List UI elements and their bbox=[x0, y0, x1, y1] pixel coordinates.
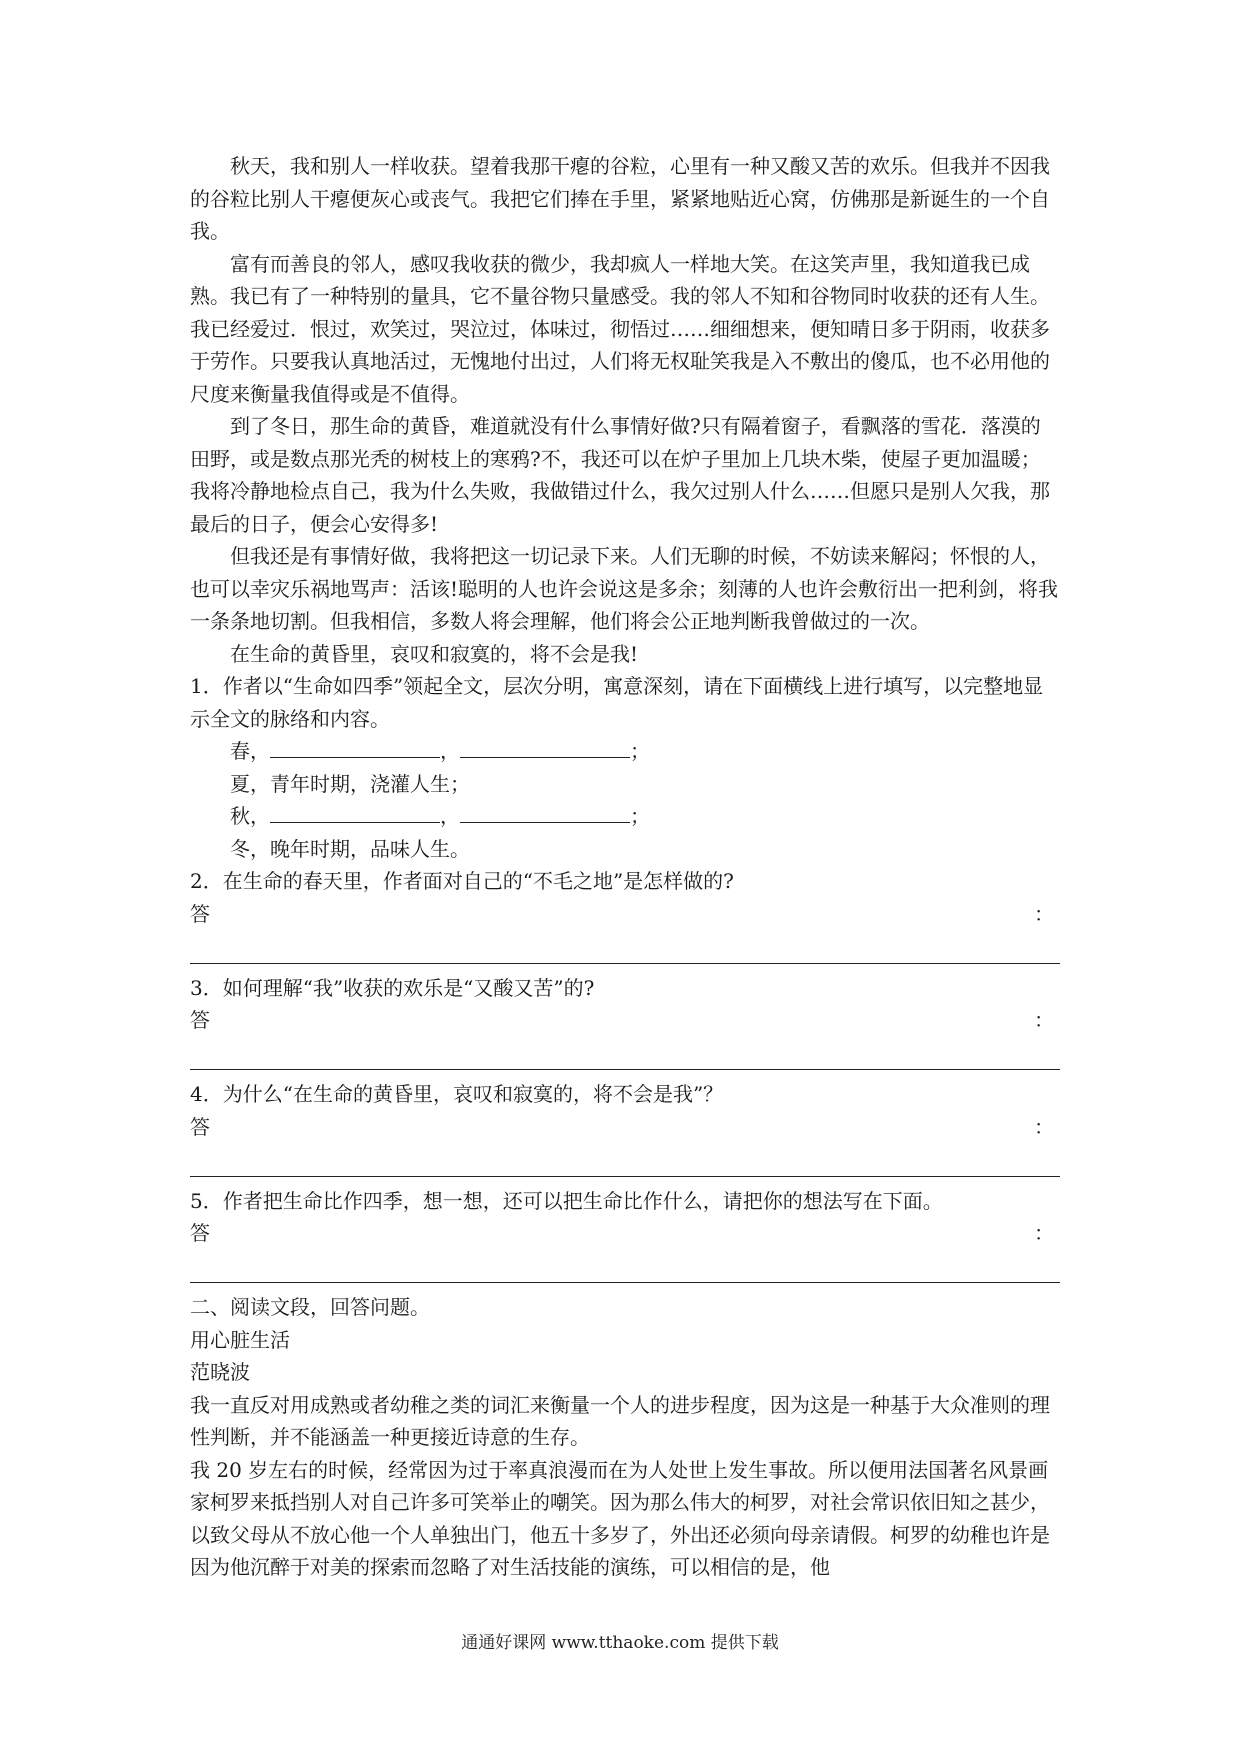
question-5: 5．作者把生命比作四季，想一想，还可以把生命比作什么，请把你的想法写在下面。 bbox=[190, 1188, 943, 1213]
answer-row-4 bbox=[190, 1111, 1060, 1144]
q1-winter-line: 冬，晚年时期，品味人生。 bbox=[230, 836, 470, 861]
passage-paragraph: 秋天，我和别人一样收获。望着我那干瘪的谷粒，心里有一种又酸又苦的欢乐。但我并不因我的谷粒比别人干瘪便灰心或丧气。我把它们捧在手里，紧紧地贴近心窝，仿佛那是新诞生的一个自我。 bbox=[190, 154, 1050, 243]
answer-row-5 bbox=[190, 1217, 1060, 1250]
answer-colon: ： bbox=[1034, 1221, 1054, 1245]
q1-autumn-blank-1[interactable] bbox=[270, 800, 440, 823]
page-footer: 通通好课网 www.tthaoke.com 提供下载 bbox=[461, 1633, 779, 1653]
section-2-paragraph: 我一直反对用成熟或者幼稚之类的词汇来衡量一个人的进步程度，因为这是一种基于大众准则的理性判断，并不能涵盖一种更接近诗意的生存。 bbox=[190, 1392, 1050, 1449]
q1-spring-blank-1[interactable] bbox=[270, 735, 440, 758]
answer-label: 答 bbox=[190, 1221, 210, 1245]
q1-autumn-line bbox=[190, 800, 1060, 833]
section-2-author: 范晓波 bbox=[190, 1360, 250, 1384]
section-2-title: 用心脏生活 bbox=[190, 1327, 290, 1352]
question-4: 4．为什么“在生命的黄昏里，哀叹和寂寞的，将不会是我”？ bbox=[190, 1082, 724, 1106]
answer-row-2 bbox=[190, 898, 1060, 931]
q1-spring-label: 春， bbox=[230, 739, 270, 763]
q1-spring-line bbox=[190, 735, 1060, 768]
q1-comma: ， bbox=[440, 739, 460, 763]
answer-line-5[interactable] bbox=[190, 1250, 1060, 1284]
q1-semicolon: ； bbox=[630, 739, 650, 763]
answer-colon: ： bbox=[1034, 1114, 1054, 1139]
passage-paragraph: 但我还是有事情好做，我将把这一切记录下来。人们无聊的时候，不妨读来解闷；怀恨的人，也可以幸灾乐祸地骂声：活该!聪明的人也许会说这是多余；刻薄的人也许会敷衍出一把利剑，将我一条条地切割。但我相信，多数人将会理解，他们将会公正地判断我曾做过的一次。 bbox=[190, 544, 1059, 633]
answer-line-4[interactable] bbox=[190, 1143, 1060, 1177]
answer-line-2[interactable] bbox=[190, 930, 1060, 964]
question-1: 1．作者以“生命如四季”领起全文，层次分明，寓意深刻，请在下面横线上进行填写，以完整地显示全文的脉络和内容。 bbox=[190, 674, 1044, 731]
q1-comma: ， bbox=[440, 804, 460, 828]
document-body bbox=[190, 150, 1060, 1584]
passage-paragraph: 到了冬日，那生命的黄昏，难道就没有什么事情好做?只有隔着窗子，看飘落的雪花．落漠的田野，或是数点那光秃的树枝上的寒鸦?不，我还可以在炉子里加上几块木柴，使屋子更加温暖；我将冷静地检点自己，我为什么失败，我做错过什么，我欠过别人什么……但愿只是别人欠我，那最后的日子，便会心安得多! bbox=[190, 414, 1050, 536]
answer-row-3 bbox=[190, 1004, 1060, 1037]
section-2-paragraph: 我 20 岁左右的时候，经常因为过于率真浪漫而在为人处世上发生事故。所以便用法国著名风景画家柯罗来抵挡别人对自己许多可笑举止的嘲笑。因为那么伟大的柯罗，对社会常识依旧知之甚少，以致父母从不放心他一个人单独出门，他五十多岁了，外出还必须向母亲请假。柯罗的幼稚也许是因为他沉醉于对美的探索而忽略了对生活技能的演练，可以相信的是，他 bbox=[190, 1457, 1050, 1579]
answer-label: 答 bbox=[190, 901, 210, 926]
q1-autumn-label: 秋， bbox=[230, 804, 270, 828]
answer-line-3[interactable] bbox=[190, 1037, 1060, 1071]
q1-spring-blank-2[interactable] bbox=[460, 735, 630, 758]
passage-paragraph: 富有而善良的邻人，感叹我收获的微少，我却疯人一样地大笑。在这笑声里，我知道我已成熟。我已有了一种特别的量具，它不量谷物只量感受。我的邻人不知和谷物同时收获的还有人生。我已经爱过．恨过，欢笑过，哭泣过，体味过，彻悟过……细细想来，便知晴日多于阴雨，收获多于劳作。只要我认真地活过，无愧地付出过，人们将无权耻笑我是入不敷出的傻瓜，也不必用他的尺度来衡量我值得或是不值得。 bbox=[190, 251, 1050, 406]
answer-label: 答 bbox=[190, 1114, 210, 1139]
passage-paragraph: 在生命的黄昏里，哀叹和寂寞的，将不会是我! bbox=[230, 641, 639, 666]
question-3: 3．如何理解“我”收获的欢乐是“又酸又苦”的? bbox=[190, 975, 595, 1000]
answer-label: 答 bbox=[190, 1008, 210, 1032]
q1-semicolon: ； bbox=[630, 804, 650, 828]
answer-colon: ： bbox=[1034, 1008, 1054, 1032]
q1-autumn-blank-2[interactable] bbox=[460, 800, 630, 823]
q1-summer-line: 夏，青年时期，浇灌人生； bbox=[230, 771, 470, 796]
answer-colon: ： bbox=[1034, 901, 1054, 926]
section-2-heading: 二、阅读文段，回答问题。 bbox=[190, 1295, 430, 1319]
question-2: 2．在生命的春天里，作者面对自己的“不毛之地”是怎样做的? bbox=[190, 869, 734, 893]
